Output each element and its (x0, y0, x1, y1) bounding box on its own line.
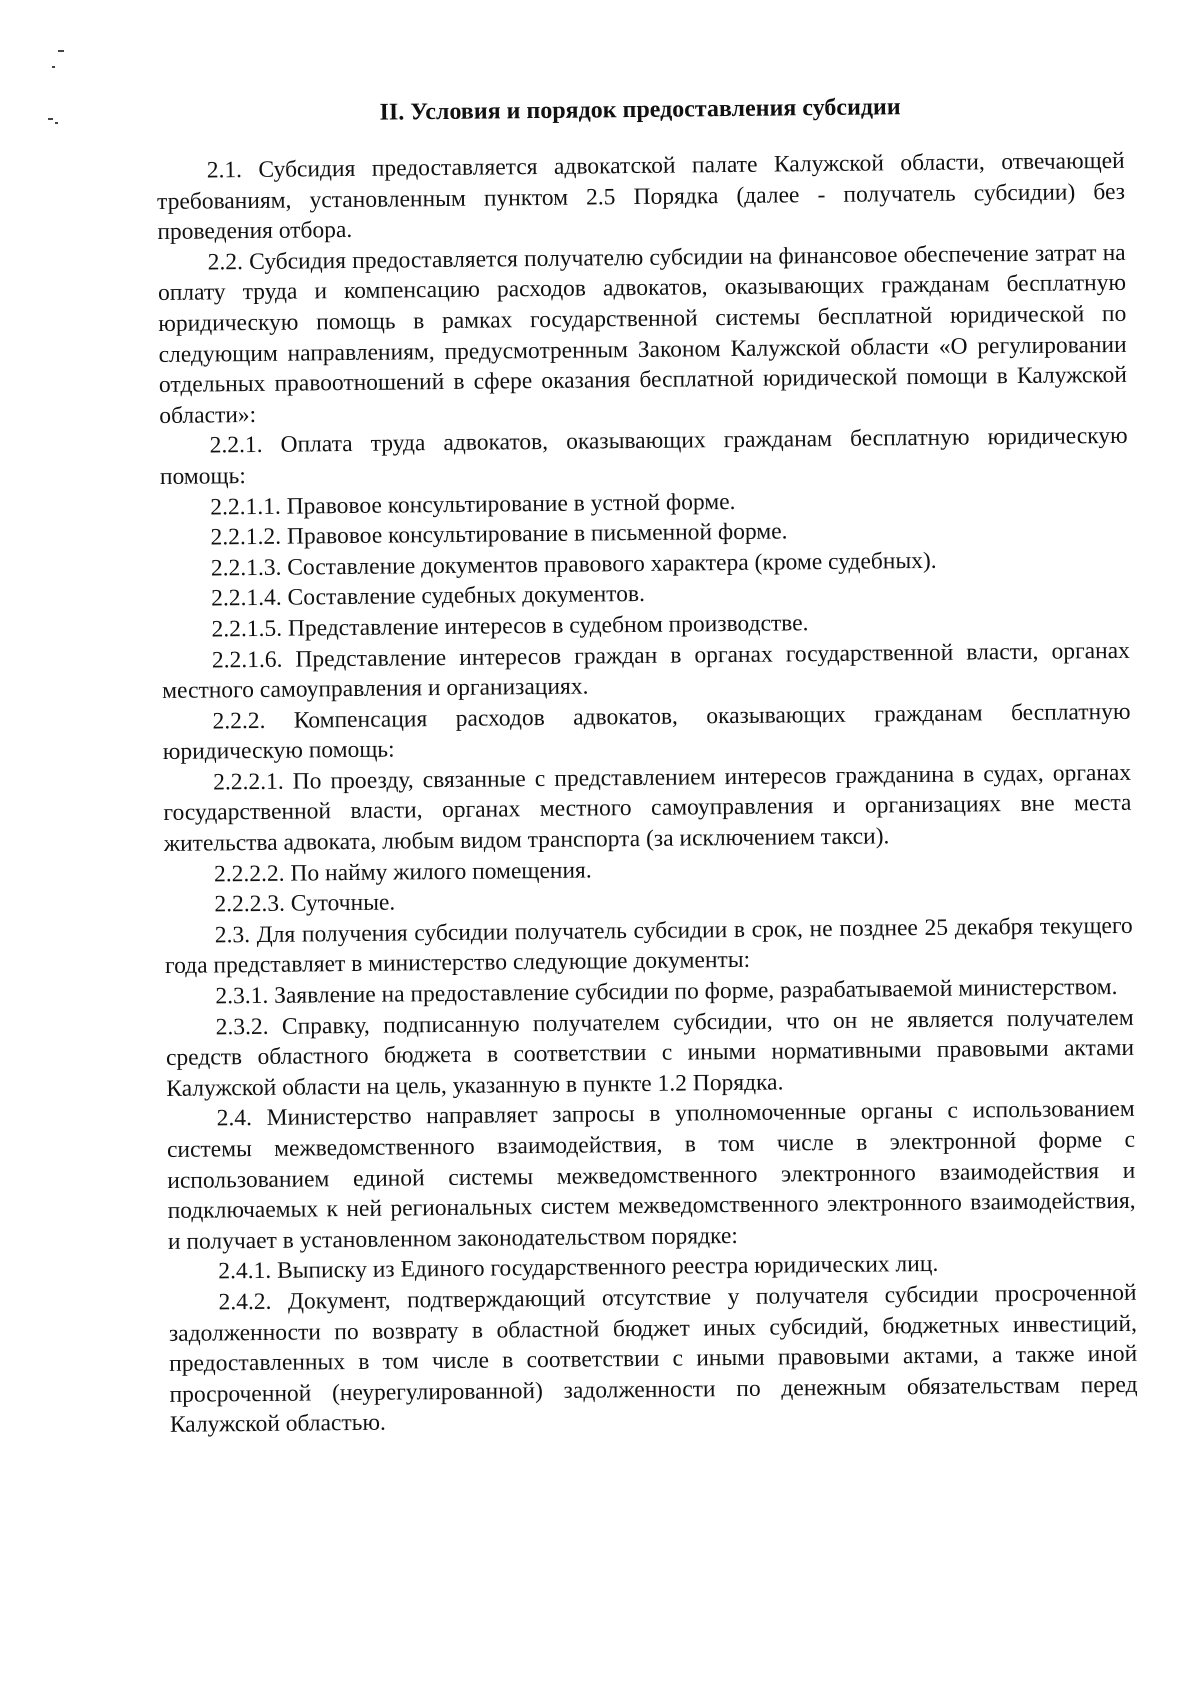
paragraph-2-2-2-3: 2.2.2.3. Суточные. (214, 889, 396, 918)
paragraph-2-4: 2.4. Министерство направляет запросы в уполномоченные органы с использованием системы межведомственного взаимодействия, в том числе в электронной форме с использованием единой системы межведомственного электронного взаимодействия и подключаемых к ней региональных систем межведомственного электронного взаимодействия, и получает в установленном законодательством порядке: (166, 1096, 1136, 1255)
document-body (156, 90, 1138, 1441)
paragraph-2-2-1-3: 2.2.1.3. Составление документов правового характера (кроме судебных). (210, 547, 937, 582)
paragraph-2-2-1: 2.2.1. Оплата труда адвокатов, оказывающих гражданам бесплатную юридическую помощь: (159, 423, 1128, 490)
scan-artifact (48, 118, 53, 120)
paragraph-2-2-1-6: 2.2.1.6. Представление интересов граждан в органах государственной власти, органах местного самоуправления и организациях. (162, 637, 1130, 705)
paragraph-2-2: 2.2. Субсидия предоставляется получателю субсидии на финансовое обеспечение затрат на оплату труда и компенсацию расходов адвокатов, оказывающих гражданам бесплатную юридическую помощь в рамках государственной системы бесплатной юридической по следующим направлениям, предусмотренным Законом Калужской области «О регулировании отдельных правоотношений в сфере оказания бесплатной юридической помощи в Калужской области»: (157, 239, 1128, 429)
paragraph-2-2-2: 2.2.2. Компенсация расходов адвокатов, оказывающих гражданам бесплатную юридическую помощь: (162, 698, 1131, 766)
paragraph-2-2-1-4: 2.2.1.4. Составление судебных документов. (211, 581, 646, 612)
paragraph-2-2-1-5: 2.2.1.5. Представление интересов в судебном производстве. (211, 610, 809, 643)
paragraph-2-2-1-1: 2.2.1.1. Правовое консультирование в устной форме. (210, 488, 736, 520)
paragraph-2-4-2: 2.4.2. Документ, подтверждающий отсутствие у получателя субсидии просроченной задолженности по возврату в областной бюджет иных субсидий, бюджетных инвестиций, предоставленных в том числе в соответствии с иными правовыми актами, а также иной просроченной (неурегулированной) задолженности по денежным обязательствам перед Калужской областью. (168, 1279, 1138, 1439)
paragraph-2-2-2-2: 2.2.2.2. По найму жилого помещения. (213, 857, 592, 888)
paragraph-2-3-2: 2.3.2. Справку, подписанную получателем субсидии, что он не является получателем средств областного бюджета в соответствии с иными нормативными правовыми актами Калужской области на цель, указанную в пункте 1.2 Порядка. (165, 1004, 1135, 1102)
scan-artifact (58, 50, 64, 52)
scan-artifact (52, 66, 55, 68)
paragraph-2-1: 2.1. Субсидия предоставляется адвокатской палате Калужской области, отвечающей требованиям, установленным пунктом 2.5 Порядка (далее - получатель субсидии) без проведения отбора. (156, 147, 1126, 246)
paragraph-2-3: 2.3. Для получения субсидии получатель субсидии в срок, не позднее 25 декабря текущего года представляет в министерство следующие документы: (164, 912, 1133, 980)
paragraph-2-2-2-1: 2.2.2.1. По проезду, связанные с представлением интересов гражданина в судах, органах государственной власти, органах местного самоуправления и организациях вне места жительства адвоката, любым видом транспорта (за исключением такси). (163, 759, 1132, 858)
paragraph-2-2-1-2: 2.2.1.2. Правовое консультирование в письменной форме. (210, 518, 788, 551)
section-title: II. Условия и порядок предоставления субсидии (379, 94, 901, 126)
scan-artifact (55, 122, 58, 124)
paragraph-2-3-1: 2.3.1. Заявление на предоставление субсидии по форме, разрабатываемой министерством. (215, 974, 1118, 1010)
paragraph-2-4-1: 2.4.1. Выписку из Единого государственного реестра юридических лиц. (218, 1251, 939, 1285)
